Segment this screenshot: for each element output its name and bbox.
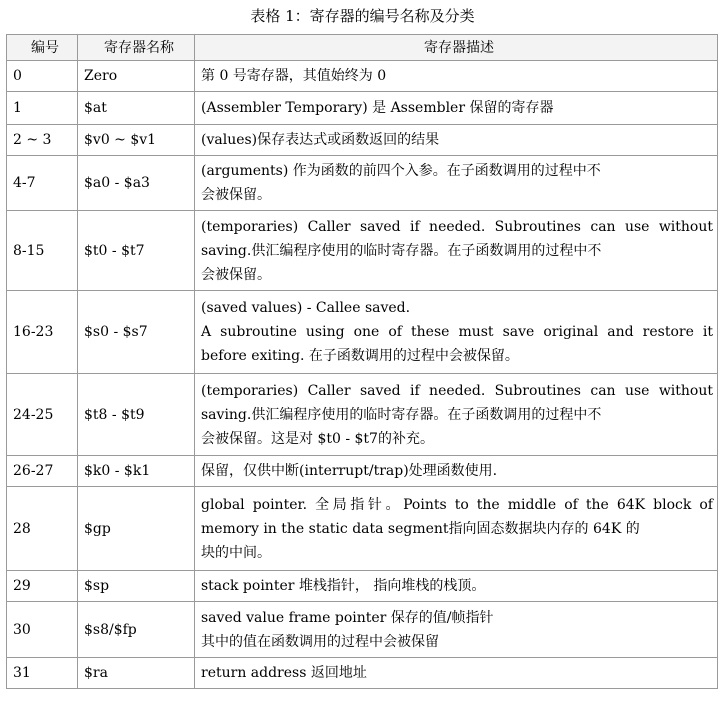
cell-number: 29 bbox=[7, 571, 78, 602]
description-line: (values)保存表达式或函数返回的结果 bbox=[201, 132, 440, 148]
description-line: (arguments) 作为函数的前四个入参。在子函数调用的过程中不 bbox=[201, 163, 601, 179]
table-row bbox=[7, 211, 718, 291]
cell-number: 2 ~ 3 bbox=[7, 125, 78, 156]
description-line: saved value frame pointer 保存的值/帧指针 bbox=[201, 609, 494, 626]
description-line: return address 返回地址 bbox=[201, 665, 367, 681]
cell-name: $at bbox=[78, 92, 195, 125]
cell-name: $s0 - $s7 bbox=[78, 291, 195, 374]
cell-name: $a0 - $a3 bbox=[78, 156, 195, 211]
description-line: stack pointer 堆栈指针， 指向堆栈的栈顶。 bbox=[201, 578, 486, 594]
cell-name: $ra bbox=[78, 658, 195, 689]
cell-name: $v0 ~ $v1 bbox=[78, 125, 195, 156]
description-line: saving.供汇编程序使用的临时寄存器。在子函数调用的过程中不 bbox=[201, 242, 602, 259]
description-line: global pointer. 全局指针。Points to the middle of the 64K block of bbox=[201, 496, 713, 513]
table-row bbox=[7, 156, 718, 211]
table-row bbox=[7, 658, 718, 689]
description-line: 会被保留。 bbox=[201, 187, 271, 203]
cell-description bbox=[195, 125, 718, 156]
cell-name: $t0 - $t7 bbox=[78, 211, 195, 291]
cell-name: $sp bbox=[78, 571, 195, 602]
table-header-row bbox=[7, 35, 718, 61]
header-register-name: 寄存器名称 bbox=[78, 35, 195, 61]
table-row bbox=[7, 125, 718, 156]
cell-number: 8-15 bbox=[7, 211, 78, 291]
cell-description bbox=[195, 456, 718, 487]
description-line: A subroutine using one of these must save original and restore it bbox=[201, 324, 713, 340]
table-row bbox=[7, 602, 718, 658]
cell-description bbox=[195, 374, 718, 456]
table-row bbox=[7, 92, 718, 125]
cell-number: 31 bbox=[7, 658, 78, 689]
description-line: 其中的值在函数调用的过程中会被保留 bbox=[201, 633, 439, 650]
table-caption: 表格 1：寄存器的编号名称及分类 bbox=[250, 7, 475, 25]
cell-name: $t8 - $t9 bbox=[78, 374, 195, 456]
table-row bbox=[7, 61, 718, 92]
description-line: (temporaries) Caller saved if needed. Subroutines can use without bbox=[201, 218, 713, 235]
description-line: (saved values) - Callee saved. bbox=[201, 300, 411, 316]
table-row bbox=[7, 374, 718, 456]
description-line: 会被保留。这是对 $t0 - $t7的补充。 bbox=[201, 430, 434, 447]
description-line: (temporaries) Caller saved if needed. Subroutines can use without bbox=[201, 382, 713, 399]
description-line: 块的中间。 bbox=[201, 544, 271, 561]
table-row bbox=[7, 571, 718, 602]
cell-description bbox=[195, 487, 718, 571]
cell-number: 30 bbox=[7, 602, 78, 658]
description-line: 保留，仅供中断(interrupt/trap)处理函数使用. bbox=[201, 463, 498, 479]
cell-number: 24-25 bbox=[7, 374, 78, 456]
table-row bbox=[7, 456, 718, 487]
cell-description bbox=[195, 571, 718, 602]
cell-number: 28 bbox=[7, 487, 78, 571]
cell-description bbox=[195, 92, 718, 125]
cell-name: $k0 - $k1 bbox=[78, 456, 195, 487]
description-line: saving.供汇编程序使用的临时寄存器。在子函数调用的过程中不 bbox=[201, 406, 602, 423]
cell-name: $s8/$fp bbox=[78, 602, 195, 658]
cell-description bbox=[195, 156, 718, 211]
cell-number: 4-7 bbox=[7, 156, 78, 211]
cell-description bbox=[195, 658, 718, 689]
cell-number: 16-23 bbox=[7, 291, 78, 374]
header-register-description: 寄存器描述 bbox=[195, 35, 718, 61]
table-row bbox=[7, 487, 718, 571]
description-line: memory in the static data segment指向固态数据块内存的 64K 的 bbox=[201, 520, 640, 537]
cell-description bbox=[195, 61, 718, 92]
cell-description bbox=[195, 211, 718, 291]
cell-number: 1 bbox=[7, 92, 78, 125]
header-number: 编号 bbox=[7, 35, 78, 61]
cell-name: Zero bbox=[78, 61, 195, 92]
register-table bbox=[6, 34, 718, 689]
description-line: 第 0 号寄存器，其值始终为 0 bbox=[201, 68, 387, 84]
table-row bbox=[7, 291, 718, 374]
description-line: before exiting. 在子函数调用的过程中会被保留。 bbox=[201, 348, 519, 364]
cell-description bbox=[195, 602, 718, 658]
cell-number: 26-27 bbox=[7, 456, 78, 487]
cell-description bbox=[195, 291, 718, 374]
cell-number: 0 bbox=[7, 61, 78, 92]
description-line: 会被保留。 bbox=[201, 266, 271, 283]
cell-name: $gp bbox=[78, 487, 195, 571]
description-line: (Assembler Temporary) 是 Assembler 保留的寄存器 bbox=[201, 100, 554, 116]
